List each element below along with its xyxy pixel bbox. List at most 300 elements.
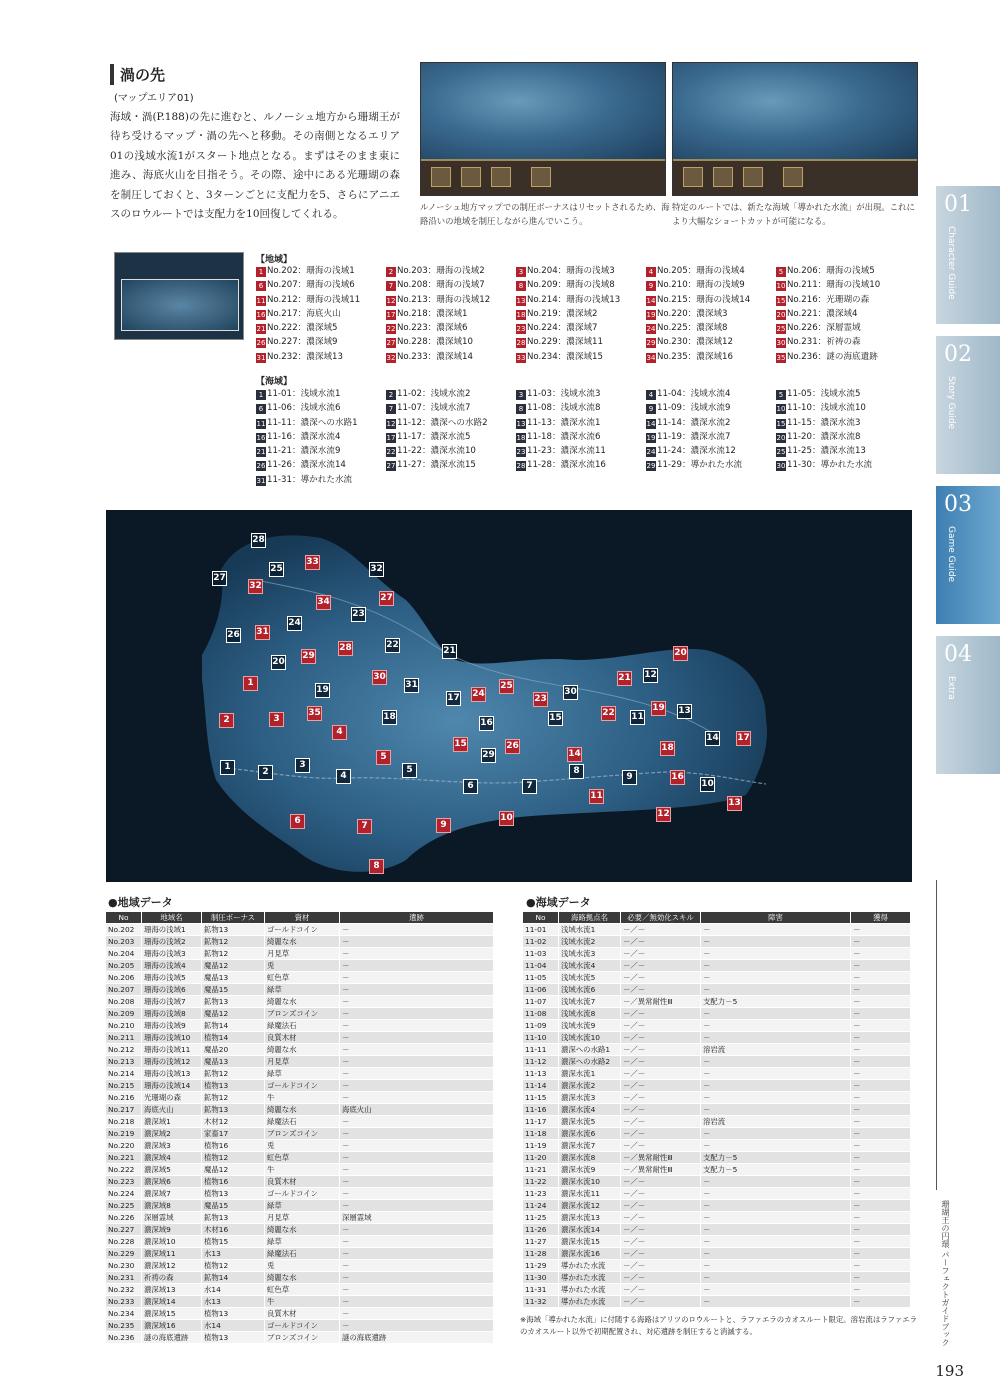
table-cell: － [701, 960, 851, 972]
tab-character-guide[interactable]: 01 Character Guide [936, 186, 1000, 324]
legend-region-item-label: No.225：濃深域8 [657, 323, 728, 334]
table-cell: －／－ [621, 1236, 701, 1248]
table-cell: 浅域水流7 [559, 996, 621, 1008]
legend-sea-item-marker: 11 [256, 419, 266, 428]
table-cell: No.207 [106, 984, 142, 996]
table-cell: No.216 [106, 1092, 142, 1104]
sea-marker-12[interactable]: 12 [643, 668, 658, 683]
region-marker-2[interactable]: 2 [219, 713, 234, 728]
column-header: 獲得 [851, 912, 911, 924]
section-title: 渦の先 [110, 64, 396, 85]
table-cell: 海底火山 [340, 1104, 494, 1116]
region-marker-11[interactable]: 11 [589, 789, 604, 804]
legend-sea-item-label: 11-06：浅域水流6 [267, 403, 341, 414]
table-cell: 虹色草 [265, 1284, 340, 1296]
table-cell: －／異常耐性Ⅲ [621, 996, 701, 1008]
sea-marker-1[interactable]: 1 [220, 760, 235, 775]
sea-marker-17[interactable]: 17 [446, 691, 461, 706]
table-cell: － [340, 1176, 494, 1188]
table-cell: － [701, 1068, 851, 1080]
legend-region-item-marker: 22 [386, 325, 396, 334]
region-marker-19[interactable]: 19 [651, 701, 666, 716]
legend-region-item-label: No.211：珊海の浅域10 [787, 280, 881, 291]
region-marker-32[interactable]: 32 [248, 579, 263, 594]
region-table-row [106, 1248, 494, 1260]
sea-marker-16[interactable]: 16 [479, 716, 494, 731]
sea-marker-26[interactable]: 26 [226, 628, 241, 643]
legend-sea-item-label: 11-29：導かれた水流 [657, 460, 743, 471]
sea-marker-14[interactable]: 14 [705, 731, 720, 746]
legend-sea-item-label: 11-21：濃深水流9 [267, 446, 341, 457]
legend-region-item-label: No.221：濃深域4 [787, 308, 858, 319]
table-cell: 支配力－5 [701, 1152, 851, 1164]
legend-region-item [386, 351, 516, 364]
legend-region-item-marker: 27 [386, 339, 396, 348]
sea-marker-27[interactable]: 27 [212, 571, 227, 586]
table-cell: － [340, 1056, 494, 1068]
table-cell: 植物13 [202, 1308, 265, 1320]
legend-sea-item-marker: 3 [516, 390, 526, 400]
legend-sea-item-marker: 25 [776, 448, 786, 457]
table-cell: －／－ [621, 984, 701, 996]
table-cell: 浅域水流6 [559, 984, 621, 996]
table-cell: 濃深水流5 [559, 1116, 621, 1128]
table-cell: － [851, 936, 911, 948]
legend-sea-item-marker: 16 [256, 433, 266, 442]
legend-sea-item [646, 431, 776, 444]
table-cell: － [851, 1188, 911, 1200]
table-cell: 魔晶15 [202, 984, 265, 996]
region-table-row [106, 1092, 494, 1104]
table-cell: 鉱物12 [202, 1068, 265, 1080]
region-table-row [106, 1320, 494, 1332]
legend-region-item-marker: 7 [386, 281, 396, 291]
table-cell: 11-04 [523, 960, 559, 972]
table-cell: － [340, 1044, 494, 1056]
legend-sea-item-label: 11-14：濃深水流2 [657, 417, 731, 428]
legend-region-item-label: No.204：珊海の浅域3 [527, 266, 615, 276]
legend-sea-item [386, 459, 516, 472]
sea-marker-3[interactable]: 3 [295, 758, 310, 773]
table-cell: －／－ [621, 1272, 701, 1284]
region-marker-35[interactable]: 35 [307, 706, 322, 721]
table-cell: No.223 [106, 1176, 142, 1188]
table-cell: 兎 [265, 1140, 340, 1152]
legend-sea-item [386, 431, 516, 444]
legend-sea-item [386, 445, 516, 458]
table-cell: －／－ [621, 924, 701, 936]
table-cell: 11-14 [523, 1080, 559, 1092]
table-cell: No.227 [106, 1224, 142, 1236]
region-marker-24[interactable]: 24 [471, 687, 486, 702]
column-header: 遺跡 [340, 912, 494, 924]
legend-region-item-marker: 19 [646, 310, 656, 319]
legend-sea-item [386, 388, 516, 401]
table-cell: ゴールドコイン [265, 1320, 340, 1332]
sea-table-row [523, 1128, 911, 1140]
legend-region-item-marker: 13 [516, 296, 526, 305]
table-cell: 魔晶20 [202, 1044, 265, 1056]
table-cell: － [340, 1236, 494, 1248]
region-marker-13[interactable]: 13 [727, 796, 742, 811]
table-cell: －／異常耐性Ⅲ [621, 1152, 701, 1164]
legend-sea-item-marker: 26 [256, 462, 266, 471]
legend-region-item [256, 308, 386, 321]
region-marker-9[interactable]: 9 [436, 818, 451, 833]
legend-region-item [516, 279, 646, 292]
table-cell: 11-02 [523, 936, 559, 948]
sea-marker-15[interactable]: 15 [548, 711, 563, 726]
legend-region-item-marker: 4 [646, 267, 656, 277]
region-marker-18[interactable]: 18 [660, 741, 675, 756]
legend-sea-item [516, 417, 646, 430]
sea-marker-18[interactable]: 18 [382, 710, 397, 725]
table-cell: No.208 [106, 996, 142, 1008]
legend-sea-item [776, 417, 906, 430]
region-marker-6[interactable]: 6 [290, 814, 305, 829]
legend-region-item [386, 308, 516, 321]
table-cell: －／－ [621, 1008, 701, 1020]
table-cell: － [851, 1272, 911, 1284]
table-cell: 良質木材 [265, 1032, 340, 1044]
region-marker-34[interactable]: 34 [316, 595, 331, 610]
table-cell: 支配力－5 [701, 996, 851, 1008]
legend-region-item [776, 279, 906, 292]
table-cell: 良質木材 [265, 1308, 340, 1320]
table-cell: － [851, 1164, 911, 1176]
sea-marker-32[interactable]: 32 [369, 562, 384, 577]
legend-region-item-marker: 1 [256, 267, 266, 277]
sea-table-row [523, 1116, 911, 1128]
table-cell: － [340, 1152, 494, 1164]
sea-marker-22[interactable]: 22 [385, 638, 400, 653]
region-table-title: ●地域データ [108, 896, 173, 909]
table-cell: 11-08 [523, 1008, 559, 1020]
sea-marker-11[interactable]: 11 [630, 710, 645, 725]
table-cell: － [851, 1116, 911, 1128]
legend-sea-item-marker: 19 [646, 433, 656, 442]
table-cell: － [340, 948, 494, 960]
table-cell: 珊海の浅域12 [142, 1056, 202, 1068]
table-cell: － [340, 1320, 494, 1332]
table-cell: －／－ [621, 1032, 701, 1044]
table-cell: 謎の海底遺跡 [142, 1332, 202, 1344]
table-cell: － [851, 1092, 911, 1104]
region-table-row [106, 1188, 494, 1200]
table-cell: 11-20 [523, 1152, 559, 1164]
table-cell: － [340, 1092, 494, 1104]
legend-region-item-label: No.222：濃深域5 [267, 323, 338, 334]
table-cell: － [340, 1068, 494, 1080]
table-cell: － [340, 1188, 494, 1200]
legend-region-item [256, 279, 386, 292]
bullet-icon: ● [108, 896, 118, 909]
region-marker-25[interactable]: 25 [499, 679, 514, 694]
table-cell: － [701, 1032, 851, 1044]
table-cell: 11-28 [523, 1248, 559, 1260]
legend-sea-item-label: 11-20：濃深水流8 [787, 431, 861, 442]
legend-sea-item-marker: 5 [776, 390, 786, 400]
legend-region-item [256, 336, 386, 349]
table-cell: － [340, 1080, 494, 1092]
table-cell: 鉱物13 [202, 1104, 265, 1116]
region-marker-14[interactable]: 14 [567, 747, 582, 762]
sea-table-row [523, 1176, 911, 1188]
table-cell: 綺麗な水 [265, 996, 340, 1008]
table-cell: 11-15 [523, 1092, 559, 1104]
table-cell: 祈祷の森 [142, 1272, 202, 1284]
legend-sea-item [776, 431, 906, 444]
legend-region-item-label: No.203：珊海の浅域2 [397, 266, 485, 276]
sea-marker-29[interactable]: 29 [481, 748, 496, 763]
sea-marker-9[interactable]: 9 [622, 770, 637, 785]
sea-marker-5[interactable]: 5 [402, 763, 417, 778]
region-marker-1[interactable]: 1 [243, 676, 258, 691]
region-marker-16[interactable]: 16 [670, 770, 685, 785]
legend-region-item-label: No.231：祈祷の森 [787, 337, 861, 348]
legend-region-item-label: No.230：濃深域12 [657, 337, 733, 348]
table-cell: ゴールドコイン [265, 1080, 340, 1092]
table-cell: － [701, 1272, 851, 1284]
table-cell: ブロンズコイン [265, 1332, 340, 1344]
legend-sea-item-label: 11-28：濃深水流16 [527, 460, 606, 471]
region-marker-26[interactable]: 26 [505, 739, 520, 754]
table-cell: 植物12 [202, 1152, 265, 1164]
column-header: 制圧ボーナス [202, 912, 265, 924]
legend-sea-item-label: 11-27：濃深水流15 [397, 460, 476, 471]
region-marker-31[interactable]: 31 [255, 625, 270, 640]
legend-region-item-marker: 12 [386, 296, 396, 305]
table-cell: 濃深域1 [142, 1116, 202, 1128]
legend-sea-item-label: 11-10：浅域水流10 [787, 403, 866, 414]
region-marker-29[interactable]: 29 [301, 649, 316, 664]
table-cell: 濃深水流4 [559, 1104, 621, 1116]
region-table-row [106, 1140, 494, 1152]
legend-sea-item-label: 11-25：濃深水流13 [787, 446, 866, 457]
sea-table-row [523, 1104, 911, 1116]
sea-marker-30[interactable]: 30 [563, 685, 578, 700]
legend-region-item-marker: 29 [646, 339, 656, 348]
legend-region-item-label: No.207：珊海の浅域6 [267, 280, 355, 291]
region-table-row [106, 984, 494, 996]
legend-region-item-marker: 5 [776, 267, 786, 277]
legend-region-item-marker: 34 [646, 353, 656, 362]
table-cell: ゴールドコイン [265, 924, 340, 936]
legend-region-item-label: No.226：深層霊域 [787, 323, 861, 334]
legend-sea-item-marker: 24 [646, 448, 656, 457]
region-marker-30[interactable]: 30 [372, 670, 387, 685]
column-header: 必要／無効化スキル [621, 912, 701, 924]
table-cell: No.215 [106, 1080, 142, 1092]
sea-marker-21[interactable]: 21 [442, 644, 457, 659]
region-marker-33[interactable]: 33 [305, 555, 320, 570]
legend-region-item [646, 322, 776, 335]
tab-extra[interactable]: 04 Extra [936, 636, 1000, 774]
table-cell: No.224 [106, 1188, 142, 1200]
legend-sea-item-label: 11-15：濃深水流3 [787, 417, 861, 428]
sea-table [522, 911, 911, 1308]
legend-seas [256, 388, 906, 487]
table-cell: 緑草 [265, 1236, 340, 1248]
table-cell: －／－ [621, 1200, 701, 1212]
table-cell: 珊海の浅域4 [142, 960, 202, 972]
legend-sea-item-marker: 18 [516, 433, 526, 442]
table-cell: － [340, 1116, 494, 1128]
table-cell: － [701, 1248, 851, 1260]
region-marker-23[interactable]: 23 [533, 692, 548, 707]
sea-marker-19[interactable]: 19 [315, 683, 330, 698]
region-marker-5[interactable]: 5 [376, 750, 391, 765]
legend-region-item-label: No.218：濃深域1 [397, 308, 468, 319]
region-marker-10[interactable]: 10 [499, 811, 514, 826]
table-cell: －／－ [621, 1092, 701, 1104]
table-cell: －／－ [621, 1260, 701, 1272]
region-marker-4[interactable]: 4 [332, 725, 347, 740]
table-cell: 濃深域13 [142, 1284, 202, 1296]
table-cell: － [701, 1200, 851, 1212]
table-cell: － [701, 1008, 851, 1020]
legend-sea-item [776, 445, 906, 458]
legend-sea-item [516, 445, 646, 458]
table-cell: No.204 [106, 948, 142, 960]
table-cell: － [701, 1056, 851, 1068]
legend-sea-item-marker: 15 [776, 419, 786, 428]
region-marker-17[interactable]: 17 [736, 731, 751, 746]
table-cell: － [851, 948, 911, 960]
table-cell: － [340, 936, 494, 948]
table-cell: ゴールドコイン [265, 1188, 340, 1200]
legend-region-item [646, 308, 776, 321]
book-title: 珊瑚王の円環 パーフェクトガイドブック [941, 1200, 950, 1347]
legend-region-item [776, 265, 906, 278]
table-cell: 牛 [265, 1296, 340, 1308]
region-marker-12[interactable]: 12 [656, 807, 671, 822]
region-marker-21[interactable]: 21 [617, 671, 632, 686]
table-cell: － [701, 984, 851, 996]
table-cell: 家畜17 [202, 1128, 265, 1140]
sea-marker-7[interactable]: 7 [522, 779, 537, 794]
table-cell: 11-21 [523, 1164, 559, 1176]
table-cell: No.206 [106, 972, 142, 984]
table-cell: 鉱物14 [202, 1020, 265, 1032]
table-cell: 11-07 [523, 996, 559, 1008]
sea-table-row [523, 1164, 911, 1176]
tab-story-guide[interactable]: 02 Story Guide [936, 336, 1000, 474]
sea-marker-4[interactable]: 4 [336, 769, 351, 784]
intro-text: 海域・渦(P.188)の先に進むと、ルノーシュ地方から珊瑚王が待ち受けるマップ・渦の先へと移動。その南側となるエリア01の浅域水流1がスタート地点となる。まずはそのまま東に進み、海底火山を目指そう。その際、途中にある光珊瑚の森を制圧しておくと、3ターンごとに支配力を5、さらにアニエスのロウルートでは支配力を10回復してくれる。 [110, 111, 400, 221]
region-marker-3[interactable]: 3 [269, 712, 284, 727]
sea-marker-24[interactable]: 24 [287, 616, 302, 631]
legend-region-item [386, 336, 516, 349]
region-marker-20[interactable]: 20 [673, 646, 688, 661]
sea-marker-2[interactable]: 2 [258, 765, 273, 780]
table-cell: 濃深域7 [142, 1188, 202, 1200]
region-table-row [106, 924, 494, 936]
table-cell: 謎の海底遺跡 [340, 1332, 494, 1344]
legend-sea-item-marker: 30 [776, 462, 786, 471]
table-cell: 11-01 [523, 924, 559, 936]
sea-table-title: ●海域データ [526, 896, 591, 909]
sea-marker-20[interactable]: 20 [271, 655, 286, 670]
table-cell: 濃深域16 [142, 1320, 202, 1332]
table-cell: 兎 [265, 1260, 340, 1272]
sea-table-row [523, 924, 911, 936]
legend-sea-item-label: 11-05：浅域水流5 [787, 389, 861, 399]
sea-marker-23[interactable]: 23 [351, 607, 366, 622]
table-cell: 11-16 [523, 1104, 559, 1116]
sea-table-row [523, 1008, 911, 1020]
table-cell: －／－ [621, 972, 701, 984]
table-cell: － [701, 1212, 851, 1224]
legend-sea-item [646, 459, 776, 472]
legend-region-item-marker: 24 [646, 325, 656, 334]
legend-sea-item [646, 445, 776, 458]
sea-marker-25[interactable]: 25 [269, 562, 284, 577]
sea-marker-31[interactable]: 31 [404, 678, 419, 693]
table-cell: 支配力－5 [701, 1164, 851, 1176]
legend-sea-item-marker: 12 [386, 419, 396, 428]
column-header: 資材 [265, 912, 340, 924]
table-cell: 11-30 [523, 1272, 559, 1284]
legend-region-item-label: No.227：濃深域9 [267, 337, 338, 348]
legend-region-item [776, 322, 906, 335]
section-header [110, 64, 396, 104]
table-cell: 11-06 [523, 984, 559, 996]
table-cell: 濃深域10 [142, 1236, 202, 1248]
legend-region-item [646, 279, 776, 292]
legend-region-item-label: No.214：珊海の浅域13 [527, 294, 621, 305]
table-cell: 深層霊域 [340, 1212, 494, 1224]
region-marker-7[interactable]: 7 [357, 819, 372, 834]
legend-region-item [516, 351, 646, 364]
table-cell: 濃深域6 [142, 1176, 202, 1188]
table-cell: 導かれた水流 [559, 1260, 621, 1272]
table-cell: － [701, 1140, 851, 1152]
table-cell: － [701, 1236, 851, 1248]
region-marker-8[interactable]: 8 [369, 859, 384, 874]
legend-region-item [516, 322, 646, 335]
table-cell: 11-18 [523, 1128, 559, 1140]
region-marker-27[interactable]: 27 [379, 591, 394, 606]
sea-marker-10[interactable]: 10 [700, 777, 715, 792]
sea-marker-8[interactable]: 8 [569, 764, 584, 779]
table-cell: 11-26 [523, 1224, 559, 1236]
sea-marker-28[interactable]: 28 [251, 533, 266, 548]
legend-sea-item-marker: 23 [516, 448, 526, 457]
legend-region-item-label: No.229：濃深域11 [527, 337, 603, 348]
legend-region-item-marker: 23 [516, 325, 526, 334]
sea-marker-6[interactable]: 6 [463, 779, 478, 794]
sea-table-row [523, 960, 911, 972]
legend-sea-item [646, 388, 776, 401]
legend-region-item [256, 294, 386, 307]
legend-sea-item [776, 459, 906, 472]
legend-sea-item-marker: 8 [516, 404, 526, 414]
region-marker-15[interactable]: 15 [453, 737, 468, 752]
sea-marker-13[interactable]: 13 [677, 704, 692, 719]
tab-game-guide[interactable]: 03 Game Guide [936, 486, 1000, 624]
caption-2: 特定のルートでは、新たな海域「導かれた水流」が出現。これにより大幅なショートカットが可能になる。 [672, 202, 915, 226]
legend-sea-item [776, 388, 906, 401]
legend-region-item [516, 336, 646, 349]
region-marker-22[interactable]: 22 [601, 706, 616, 721]
screenshot-2 [672, 62, 918, 196]
region-marker-28[interactable]: 28 [338, 641, 353, 656]
table-cell: 浅域水流5 [559, 972, 621, 984]
table-cell: － [701, 1284, 851, 1296]
region-table-row [106, 996, 494, 1008]
table-cell: 濃深への水路2 [559, 1056, 621, 1068]
